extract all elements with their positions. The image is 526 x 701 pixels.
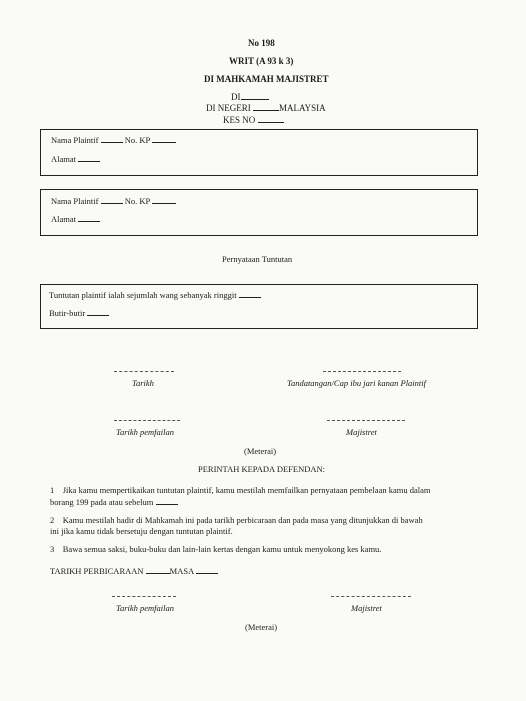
order-heading: PERINTAH KEPADA DEFENDAN: — [198, 464, 325, 474]
plaintiff-box-2 — [40, 189, 478, 236]
order-item-2-line-1 — [50, 515, 480, 526]
plaintiff-2-name-row — [51, 195, 176, 206]
no-kp-label: No. KP — [124, 196, 150, 206]
nama-plaintif-label: Nama Plaintif — [51, 135, 99, 145]
claim-amount-blank[interactable] — [239, 289, 261, 298]
claim-heading: Pernyataan Tuntutan — [222, 254, 293, 264]
order-item-2-number: 2 — [50, 515, 55, 525]
hearing-row — [50, 565, 218, 576]
majistret-signature-line-2[interactable] — [331, 596, 411, 597]
di-negeri-blank[interactable] — [253, 102, 279, 111]
di-blank[interactable] — [241, 91, 269, 100]
order-item-1-number: 1 — [50, 485, 55, 495]
di-label: DI — [231, 92, 241, 102]
butir-row — [49, 307, 109, 318]
tarikh-perbicaraan-blank[interactable] — [146, 565, 170, 574]
malaysia-label: MALAYSIA — [279, 103, 326, 113]
di-negeri-label: DI NEGERI — [206, 103, 251, 113]
order-item-3 — [50, 544, 480, 555]
order-item-1 — [50, 485, 480, 507]
butir-label: Butir-butir — [49, 308, 86, 318]
writ-title: WRIT (A 93 k 3) — [229, 56, 294, 66]
majistret-label-1: Majistret — [346, 427, 377, 437]
order-item-3-number: 3 — [50, 544, 55, 554]
form-number: No 198 — [248, 38, 275, 48]
majistret-label-2: Majistret — [351, 603, 382, 613]
court-title: DI MAHKAMAH MAJISTRET — [204, 74, 329, 84]
order-item-3-line-1 — [50, 544, 480, 555]
kes-no-line — [223, 114, 284, 125]
plaintiff-1-name-row — [51, 134, 176, 145]
kes-no-blank[interactable] — [258, 114, 284, 123]
claim-text: Tuntutan plaintif ialah sejumlah wang sebanyak ringgit — [49, 290, 237, 300]
di-negeri-line — [206, 102, 326, 113]
tarikh-signature-line[interactable] — [114, 371, 174, 372]
masa-blank[interactable] — [196, 565, 218, 574]
plaintiff-signature-line[interactable] — [323, 371, 401, 372]
order-item-2 — [50, 515, 480, 536]
plaintiff-1-alamat-row — [51, 153, 100, 164]
kes-no-label: KES NO — [223, 115, 256, 125]
order-item-1-text-2: borang 199 pada atau sebelum — [50, 496, 154, 507]
masa-label: MASA — [169, 566, 194, 576]
plaintiff-2-alamat-row — [51, 213, 100, 224]
tandatangan-label: Tandatangan/Cap ibu jari kanan Plaintif — [287, 378, 427, 388]
tarikh-pemfailan-line-2[interactable] — [112, 596, 176, 597]
no-kp-blank[interactable] — [152, 195, 176, 204]
order-item-1-line-2 — [50, 496, 480, 508]
majistret-signature-line-1[interactable] — [327, 420, 405, 421]
no-kp-label: No. KP — [124, 135, 150, 145]
meterai-1: (Meterai) — [244, 446, 277, 456]
meterai-2: (Meterai) — [245, 622, 278, 632]
alamat-label: Alamat — [51, 214, 77, 224]
alamat-label: Alamat — [51, 154, 77, 164]
nama-plaintif-label: Nama Plaintif — [51, 196, 99, 206]
nama-plaintif-blank[interactable] — [101, 134, 123, 143]
alamat-blank[interactable] — [78, 213, 100, 222]
tarikh-pemfailan-label-2: Tarikh pemfailan — [116, 603, 175, 613]
order-item-2-line-2 — [50, 526, 480, 537]
nama-plaintif-blank[interactable] — [101, 195, 123, 204]
order-item-2-text-2: ini jika kamu tidak bersetuju dengan tuntutan plaintif. — [50, 525, 233, 536]
order-item-2-text-1: Kamu mestilah hadir di Mahkamah ini pada tarikh perbicaraan dan pada masa yang ditunjukkan di bawah — [62, 515, 423, 525]
claim-box — [40, 284, 478, 329]
alamat-blank[interactable] — [78, 153, 100, 162]
no-kp-blank[interactable] — [152, 134, 176, 143]
order-item-1-line-1 — [50, 485, 480, 496]
tarikh-label: Tarikh — [132, 378, 154, 388]
tarikh-perbicaraan-label: TARIKH PERBICARAAN — [50, 566, 144, 576]
di-line — [231, 91, 269, 102]
plaintiff-box-1 — [40, 129, 478, 176]
tarikh-pemfailan-line-1[interactable] — [114, 420, 180, 421]
order-item-3-text-1: Bawa semua saksi, buku-buku dan lain-lain kertas dengan kamu untuk menyokong kes kamu. — [62, 544, 382, 554]
order-item-1-text-1: Jika kamu mempertikaikan tuntutan plaintif, kamu mestilah memfailkan pernyataan pembelaan kamu dalam — [62, 485, 431, 495]
tarikh-pemfailan-label-1: Tarikh pemfailan — [116, 427, 175, 437]
butir-blank[interactable] — [87, 307, 109, 316]
order-date-blank[interactable] — [156, 496, 178, 505]
claim-amount-row — [49, 289, 261, 300]
